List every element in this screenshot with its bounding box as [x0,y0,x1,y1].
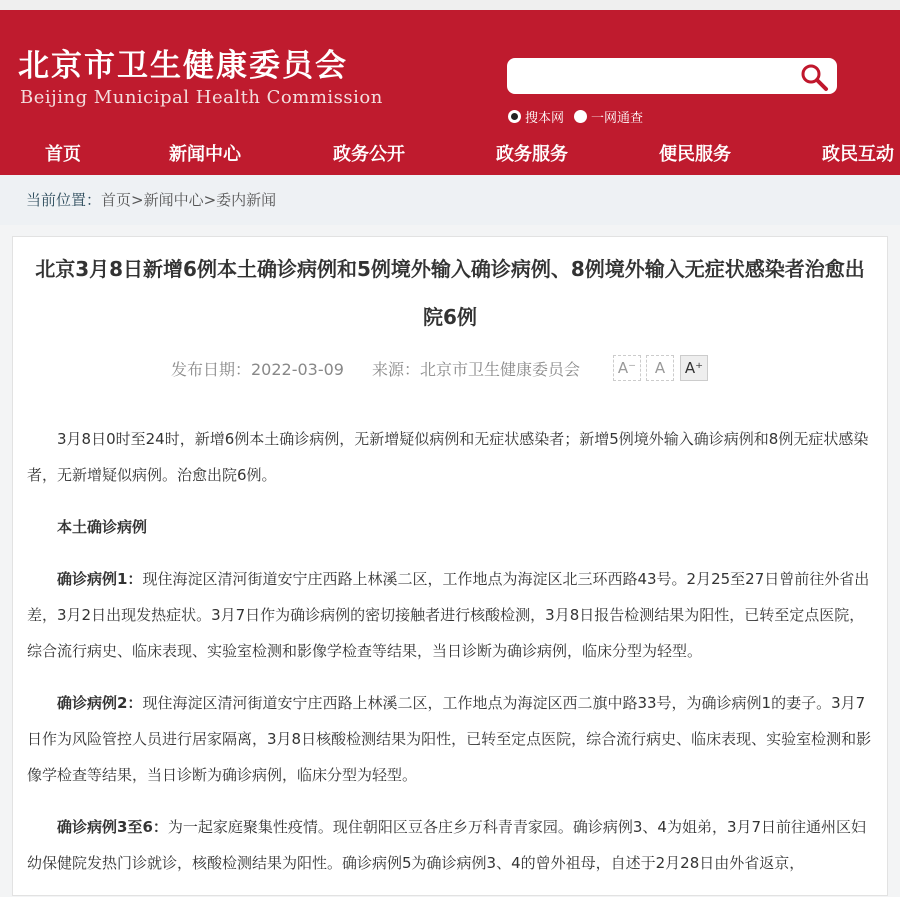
publish-date: 发布日期：2022-03-09 [171,359,344,379]
article-source: 来源：北京市卫生健康委员会 [372,359,581,379]
radio-search-site[interactable] [508,110,521,123]
main-nav [0,130,900,175]
section-heading-text: 本土确诊病例 [57,518,148,536]
font-normal-button[interactable]: A [646,355,674,381]
case-text: 为一起家庭聚集性疫情。现住朝阳区豆各庄乡万科青青家园。确诊病例3、4为姐弟，3月7日前往通州区妇幼保健院发热门诊就诊，核酸检测结果为阳性。确诊病例5为确诊病例3、4的曾外祖母，自述于2月28日由外省返京， [27,818,867,872]
article-body [27,421,873,897]
site-logo-en[interactable]: Beijing Municipal Health Commission [20,87,383,108]
article [12,236,888,896]
case-paragraph [27,561,873,669]
nav-news[interactable]: 新闻中心 [169,143,241,165]
nav-home[interactable]: 首页 [45,143,81,165]
search-input[interactable] [507,58,837,94]
case-paragraph [27,809,873,881]
section-heading [27,509,873,545]
article-title: 北京3月8日新增6例本土确诊病例和5例境外输入确诊病例、8例境外输入无症状感染者治愈出院6例 [35,257,865,329]
site-header [0,10,900,175]
nav-gov-service[interactable]: 政务服务 [496,143,568,165]
font-decrease-button[interactable]: A⁻ [613,355,641,381]
case-paragraph [27,685,873,793]
radio-search-all[interactable] [574,110,587,123]
case-label: 确诊病例2： [57,694,143,712]
case-label: 确诊病例1： [57,570,143,588]
case-label: 确诊病例3至6： [57,818,168,836]
nav-gov-open[interactable]: 政务公开 [333,143,405,165]
case-text: 现住海淀区清河街道安宁庄西路上林溪二区，工作地点为海淀区北三环西路43号。2月25至27日曾前往外省出差，3月2日出现发热症状。3月7日作为确诊病例的密切接触者进行核酸检测，3月8日报告检测结果为阳性，已转至定点医院，综合流行病史、临床表现、实验室检测和影像学检查等结果，当日诊断为确诊病例，临床分型为轻型。 [27,570,870,660]
summary-paragraph: 3月8日0时至24时，新增6例本土确诊病例，无新增疑似病例和无症状感染者；新增5例境外输入确诊病例和8例无症状感染者，无新增疑似病例。治愈出院6例。 [27,430,869,484]
article-meta [171,355,708,381]
case-text: 现住海淀区清河街道安宁庄西路上林溪二区，工作地点为海淀区西二旗中路33号，为确诊病例1的妻子。3月7日作为风险管控人员进行居家隔离，3月8日核酸检测结果为阳性，已转至定点医院，综合流行病史、临床表现、实验室检测和影像学检查等结果，当日诊断为确诊病例，临床分型为轻型。 [27,694,872,784]
breadcrumb-label: 当前位置： [26,191,102,209]
nav-public-service[interactable]: 便民服务 [659,143,731,165]
breadcrumb [0,175,900,225]
breadcrumb-path[interactable]: 首页>新闻中心>委内新闻 [101,191,277,209]
font-increase-button[interactable]: A⁺ [680,355,708,381]
radio-search-all-label: 一网通查 [591,111,644,126]
radio-search-site-label: 搜本网 [525,111,565,126]
nav-interaction[interactable]: 政民互动 [822,143,894,165]
top-strip [0,0,900,10]
site-logo-cn[interactable]: 北京市卫生健康委员会 [18,48,348,84]
search-icon[interactable] [799,62,829,92]
